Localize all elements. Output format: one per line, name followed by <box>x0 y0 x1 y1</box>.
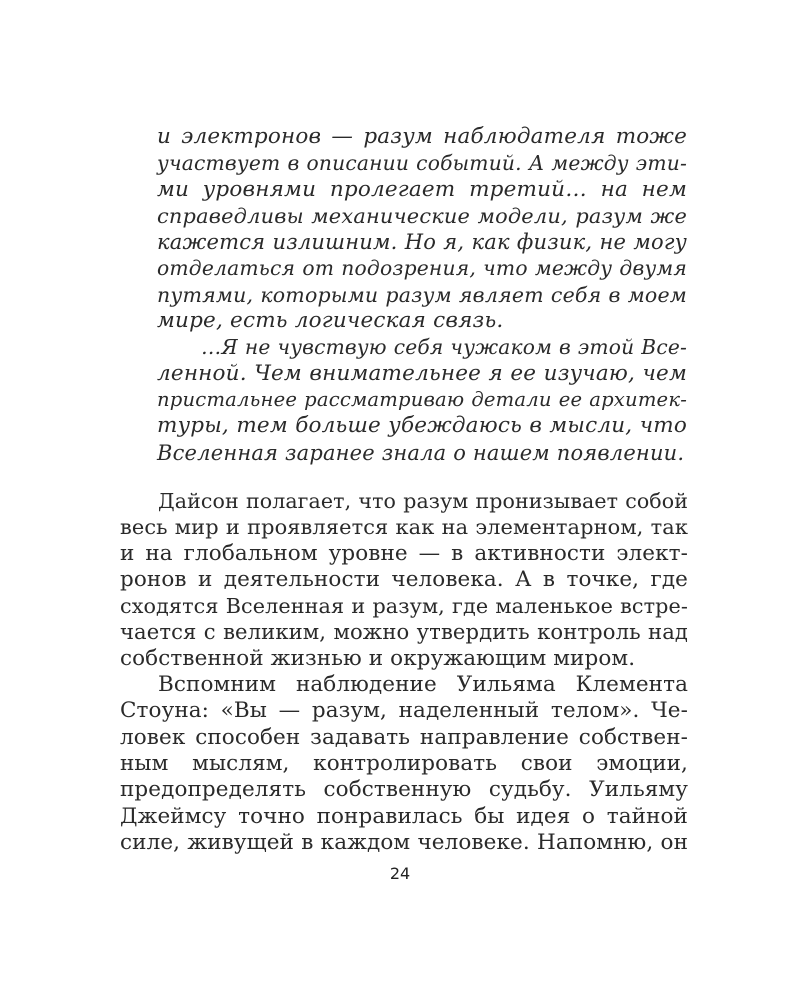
quote-line: пристальнее рассматриваю детали ее архитек- <box>157 387 687 411</box>
quote-line: и электронов — разум наблюдателя тоже <box>157 124 687 149</box>
body-line: Стоуна: «Вы — разум, наделенный телом». Че- <box>120 698 688 724</box>
body-line: и на глобальном уровне — в активности элект- <box>120 540 688 566</box>
body-line: предопределять собственную судьбу. Уильяму <box>120 777 688 803</box>
body-line: собственной жизнью и окружающим миром. <box>120 645 636 671</box>
quote-block <box>157 124 687 466</box>
quote-line: мире, есть логическая связь. <box>157 308 504 334</box>
body-line: силе, живущей в каждом человеке. Напомню, он <box>120 829 688 855</box>
quote-line: кажется излишним. Но я, как физик, не могу <box>157 230 687 255</box>
quote-line: участвует в описании событий. А между эти- <box>157 151 687 176</box>
body-line: Джеймсу точно понравилась бы идея о тайной <box>120 803 688 829</box>
body-line: ным мыслям, контролировать свои эмоции, <box>120 750 688 776</box>
quote-line: туры, тем больше убеждаюсь в мысли, что <box>157 413 687 439</box>
quote-line: ленной. Чем внимательнее я ее изучаю, чем <box>157 360 687 386</box>
quote-line: ми уровнями пролегает третий… на нем <box>157 176 687 202</box>
page-number: 24 <box>389 864 411 883</box>
body-line: сходятся Вселенная и разум, где маленькое встре- <box>120 594 688 619</box>
body-text <box>120 488 688 856</box>
body-line: чается с великим, можно утвердить контроль над <box>120 619 688 645</box>
body-line: Дайсон полагает, что разум пронизывает собой <box>158 489 688 513</box>
quote-line: справедливы механические модели, разум же <box>157 203 687 228</box>
body-line: ронов и деятельности человека. А в точке, где <box>120 566 688 592</box>
quote-line: отделаться от подозрения, что между двумя <box>157 256 687 281</box>
quote-line: Вселенная заранее знала о нашем появлении. <box>157 440 685 465</box>
quote-line: …Я не чувствую себя чужаком в этой Все- <box>201 335 687 360</box>
body-line: ловек способен задавать направление собствен- <box>120 724 688 750</box>
body-line: Вспомним наблюдение Уильяма Клемента <box>158 672 688 698</box>
quote-line: путями, которыми разум являет себя в моем <box>157 282 687 307</box>
body-line: весь мир и проявляется как на элементарном, так <box>120 515 688 540</box>
